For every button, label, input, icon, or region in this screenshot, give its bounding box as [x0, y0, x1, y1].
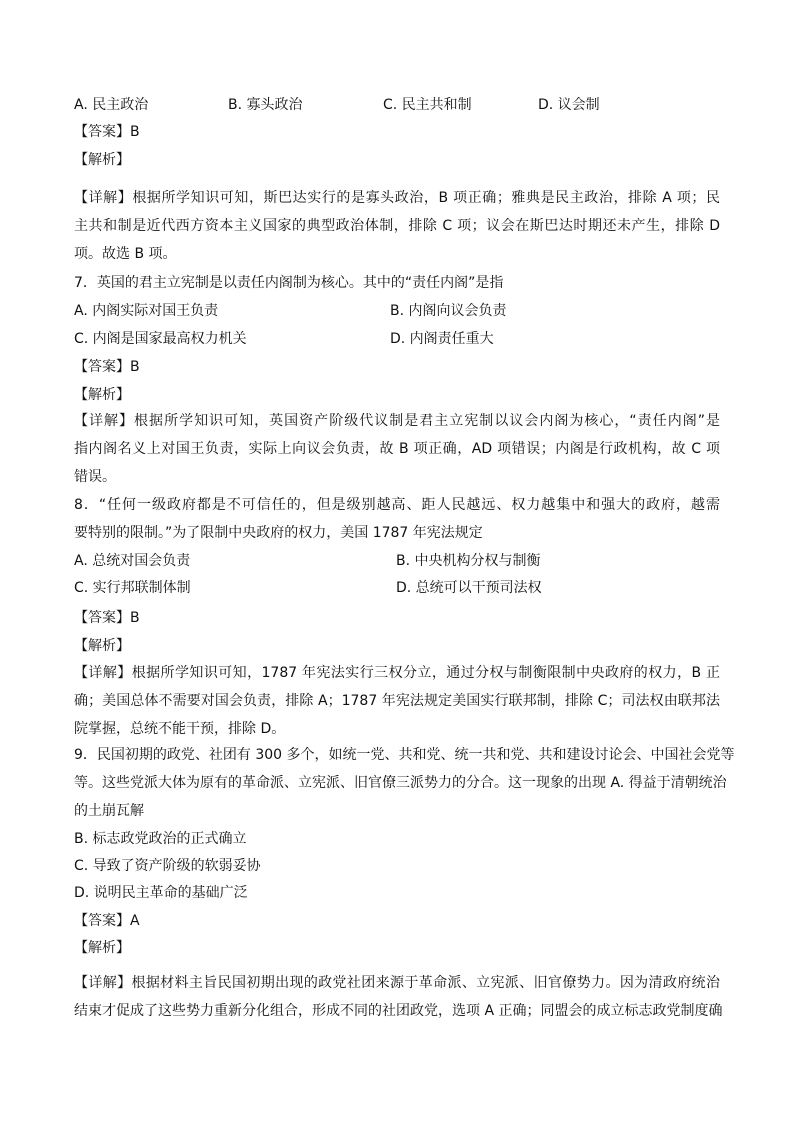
q9-detail-line: 结束才促成了这些势力重新分化组合，形成不同的社团政党，选项 A 正确；同盟会的成立标志政党制度确 [74, 1003, 723, 1019]
q8-detail-line: 确；美国总体不需要对国会负责，排除 A；1787 年宪法规定美国实行联邦制，排除 C；司法权由联邦法 [74, 693, 720, 709]
q8-option-a: A. 总统对国会负责 [74, 553, 191, 569]
q8-option-d: D. 总统可以干预司法权 [396, 580, 542, 596]
q6-detail-line: 主共和制是近代西方资本主义国家的典型政治体制，排除 C 项；议会在斯巴达时期还未产生，排除 D [74, 218, 720, 234]
q9-option-c: C. 导致了资产阶级的软弱妥协 [74, 858, 261, 874]
q9-option-d: D. 说明民主革命的基础广泛 [74, 885, 248, 901]
q6-option-b: B. 寡头政治 [228, 97, 303, 113]
q7-detail-line: 指内阁名义上对国王负责，实际上向议会负责，故 B 项正确，AD 项错误；内阁是行政机构，故 C 项 [74, 441, 720, 457]
q7-option-a: A. 内阁实际对国王负责 [74, 303, 219, 319]
q6-option-a: A. 民主政治 [74, 97, 149, 113]
q8-answer: 【答案】B [74, 610, 140, 626]
q7-answer: 【答案】B [74, 359, 140, 375]
q6-detail-line: 项。故选 B 项。 [74, 246, 177, 262]
q9-option-b: B. 标志政党政治的正式确立 [74, 831, 247, 847]
q8-detail-line: 院掌握，总统不能干预，排除 D。 [74, 721, 286, 737]
q8-option-c: C. 实行邦联制体制 [74, 580, 191, 596]
q6-option-c: C. 民主共和制 [383, 97, 472, 113]
q6-answer: 【答案】B [74, 124, 140, 140]
q8-stem-line: 8．“任何一级政府都是不可信任的，但是级别越高、距人民越远、权力越集中和强大的政府，越需 [74, 497, 720, 513]
q9-detail-line: 【详解】根据材料主旨民国初期出现的政党社团来源于革命派、立宪派、旧官僚势力。因为清政府统治 [74, 975, 720, 991]
q7-option-c: C. 内阁是国家最高权力机关 [74, 331, 247, 347]
q7-option-d: D. 内阁责任重大 [390, 331, 494, 347]
q9-stem-line: 等。这些党派大体为原有的革命派、立宪派、旧官僚三派势力的分合。这一现象的出现 A. 得益于清朝统治 [74, 775, 727, 791]
q8-analysis-label: 【解析】 [74, 638, 130, 654]
q8-detail-line: 【详解】根据所学知识可知，1787 年宪法实行三权分立，通过分权与制衡限制中央政府的权力，B 正 [74, 665, 720, 681]
q7-detail-line: 错误。 [74, 469, 116, 485]
q9-answer: 【答案】A [74, 913, 140, 929]
q7-stem: 7．英国的君主立宪制是以责任内阁制为核心。其中的“责任内阁”是指 [74, 275, 504, 291]
q6-detail-line: 【详解】根据所学知识可知，斯巴达实行的是寡头政治，B 项正确；雅典是民主政治，排除 A 项；民 [74, 190, 720, 206]
q7-analysis-label: 【解析】 [74, 387, 130, 403]
q8-option-b: B. 中央机构分权与制衡 [396, 553, 541, 569]
q9-stem-line: 9．民国初期的政党、社团有 300 多个，如统一党、共和党、统一共和党、共和建设讨论会、中国社会党等 [74, 747, 735, 763]
q8-stem-line: 要特别的限制。”为了限制中央政府的权力，美国 1787 年宪法规定 [74, 525, 483, 541]
q7-detail-line: 【详解】根据所学知识可知，英国资产阶级代议制是君主立宪制以议会内阁为核心，“责任内阁”是 [74, 413, 720, 429]
q9-stem-line: 的土崩瓦解 [74, 803, 144, 819]
q6-option-d: D. 议会制 [538, 97, 600, 113]
q7-option-b: B. 内阁向议会负责 [390, 303, 507, 319]
q9-analysis-label: 【解析】 [74, 940, 130, 956]
q6-analysis-label: 【解析】 [74, 152, 130, 168]
